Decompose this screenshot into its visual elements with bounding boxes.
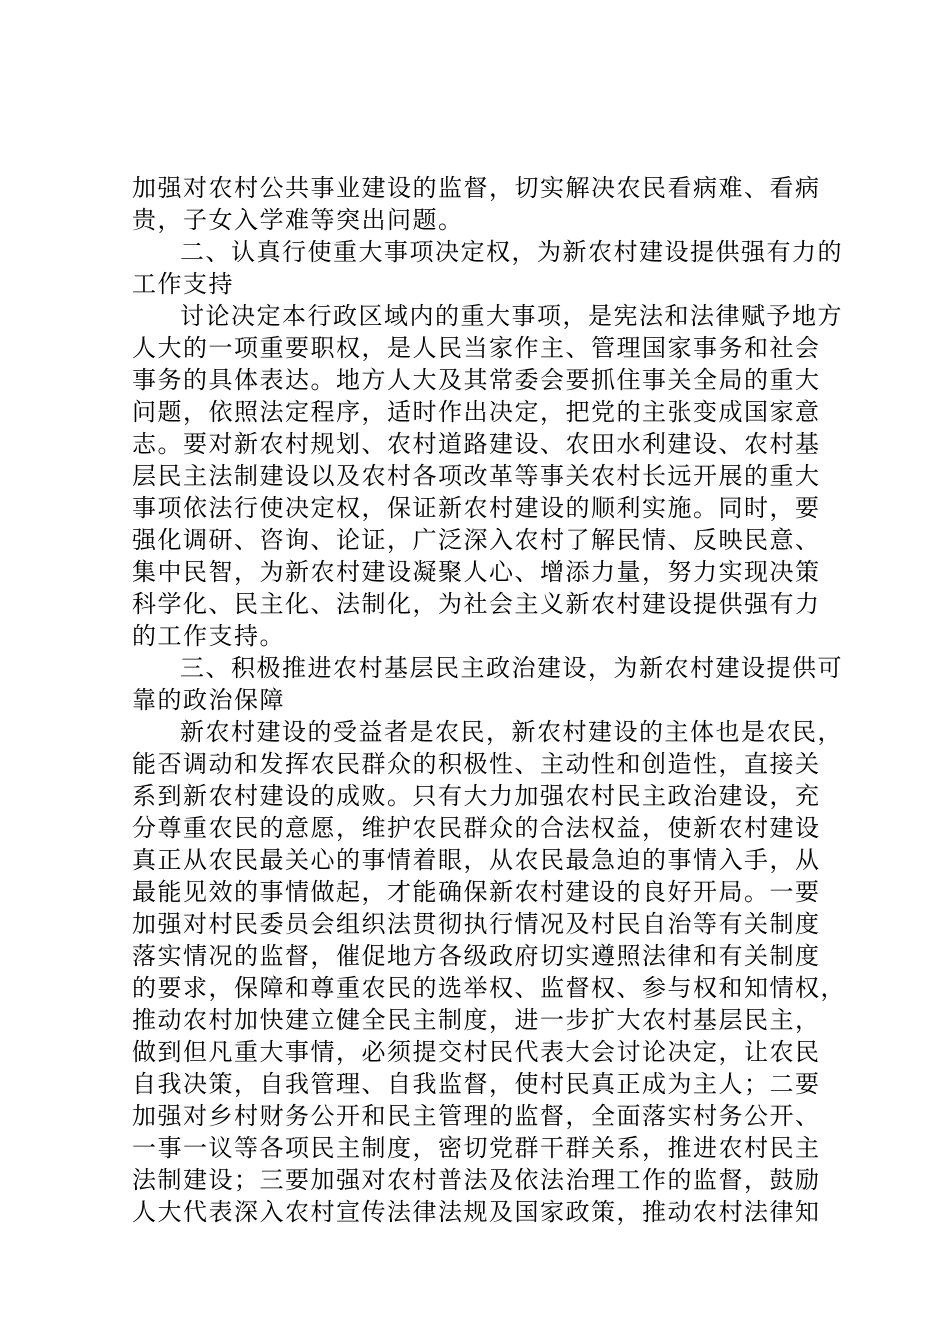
- text-line: 能否调动和发挥农民群众的积极性、主动性和创造性，直接关: [132, 750, 821, 778]
- section-heading-2-cont: 工作支持: [132, 270, 234, 298]
- text-line: 人大代表深入农村宣传法律法规及国家政策，推动农村法律知: [132, 1198, 821, 1226]
- text-line: 加强对村民委员会组织法贯彻执行情况及村民自治等有关制度: [132, 910, 821, 938]
- text-line: 落实情况的监督，催促地方各级政府切实遵照法律和有关制度: [132, 942, 821, 970]
- text-line: 的工作支持。: [132, 622, 285, 650]
- text-line: 科学化、民主化、法制化，为社会主义新农村建设提供强有力: [132, 590, 821, 618]
- text-line: 集中民智，为新农村建设凝聚人心、增添力量，努力实现决策: [132, 558, 821, 586]
- text-line: 强化调研、咨询、论证，广泛深入农村了解民情、反映民意、: [132, 526, 821, 554]
- text-line: 真正从农民最关心的事情着眼，从农民最急迫的事情入手，从: [132, 846, 821, 874]
- text-line: 的要求，保障和尊重农民的选举权、监督权、参与权和知情权，: [132, 974, 846, 1002]
- text-line: 最能见效的事情做起，才能确保新农村建设的良好开局。一要: [132, 878, 821, 906]
- document-body: [132, 172, 846, 1228]
- text-line: 法制建设；三要加强对农村普法及依法治理工作的监督，鼓励: [132, 1166, 821, 1194]
- paragraph-start: 讨论决定本行政区域内的重大事项，是宪法和法律赋予地方: [180, 302, 843, 330]
- text-line: 一事一议等各项民主制度，密切党群干群关系，推进农村民主: [132, 1134, 821, 1162]
- section-heading-3: 三、积极推进农村基层民主政治建设，为新农村建设提供可: [180, 654, 843, 682]
- text-line: 事项依法行使决定权，保证新农村建设的顺利实施。同时，要: [132, 494, 821, 522]
- text-line: 加强对乡村财务公开和民主管理的监督，全面落实村务公开、: [132, 1102, 821, 1130]
- text-line: 推动农村加快建立健全民主制度，进一步扩大农村基层民主，: [132, 1006, 821, 1034]
- text-line: 志。要对新农村规划、农村道路建设、农田水利建设、农村基: [132, 430, 821, 458]
- text-line: 加强对农村公共事业建设的监督，切实解决农民看病难、看病: [132, 174, 821, 202]
- text-line: 事务的具体表达。地方人大及其常委会要抓住事关全局的重大: [132, 366, 821, 394]
- text-line: 问题，依照法定程序，适时作出决定，把党的主张变成国家意: [132, 398, 821, 426]
- section-heading-2: 二、认真行使重大事项决定权，为新农村建设提供强有力的: [180, 238, 843, 266]
- text-line: 层民主法制建设以及农村各项改革等事关农村长远开展的重大: [132, 462, 821, 490]
- paragraph-start: 新农村建设的受益者是农民，新农村建设的主体也是农民，: [180, 718, 843, 746]
- text-line: 做到但凡重大事情，必须提交村民代表大会讨论决定，让农民: [132, 1038, 821, 1066]
- section-heading-3-cont: 靠的政治保障: [132, 686, 285, 714]
- text-line: 人大的一项重要职权，是人民当家作主、管理国家事务和社会: [132, 334, 821, 362]
- text-line: 系到新农村建设的成败。只有大力加强农村民主政治建设，充: [132, 782, 821, 810]
- text-line: 贵，子女入学难等突出问题。: [132, 206, 464, 234]
- text-line: 分尊重农民的意愿，维护农民群众的合法权益，使新农村建设: [132, 814, 821, 842]
- text-line: 自我决策，自我管理、自我监督，使村民真正成为主人；二要: [132, 1070, 821, 1098]
